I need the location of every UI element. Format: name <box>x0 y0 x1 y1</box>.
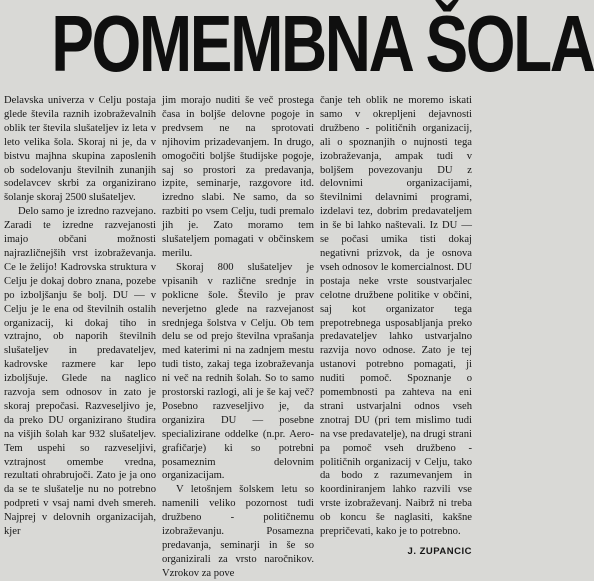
column-3 <box>320 94 472 557</box>
paragraph: Delavska univerza v Celju postaja glede števila raznih izobraževalnih oblik ter števila slušateljev iz leta v leto velika šola. Skoraj ni je, da v bistvu majhna skupina zaposlenih ob sodelovanju številnih zunanjih sodelavcev skrbi za organizirano šolanje skoraj 2500 slušateljev. <box>4 95 156 204</box>
headline: POMEMBNA ŠOLA <box>51 0 594 88</box>
paragraph: V letošnjem šolskem letu so namenili veliko pozornost tudi družbeno - političnemu izobraževanju. Posamezna predavanja, seminarji in še so organizirali za vrsto naročnikov. Vzrokov za pove <box>162 484 314 579</box>
author-signature: J. ZUPANCIC <box>407 546 472 557</box>
column-2 <box>162 94 314 579</box>
column-1 <box>4 94 156 538</box>
paragraph: Delo samo je izredno razvejano. Zaradi te izredne razvejanosti imajo občani možnosti najrazličnejših vrst izobraževanja. Ce le želijo! Kadrovska struktura v Celju je dokaj dobro znana, pozebe po izboljšanju še bolj. DU — v Celju je le ena od številnih ostalih organizacij, ki dokaj tiho in vztrajno, ob naporih številnih slušateljev in predavateljev, kadrovske razmere kar lepo izboljšuje. Glede na naglico razvoja sem odnosov in zato je skoraj prepočasi. Razveseljivo je, da preko DU organizirano študira na višjih šolah kar 932 slušateljev. Tem uspehi so razveseljivi, vztrajnost omembe vredna, rezultati ohrabrujoči. Zato je ja ono da se te slušatelje nu no potrebno podpreti v vsaj nami dveh smereh. Najprej v delovnih organizacijah, kjer <box>4 206 156 538</box>
paragraph: Skoraj 800 slušateljev je vpisanih v različne srednje in poklicne šole. Število je prav neverjetno glede na razvejanost srednjega šolstva v Celju. Ob tem delu se od prejo številna vprašanja med katerimi ni na zadnjem mestu tudi tisto, zakaj tega izobraževanja ni več na rednih šolah. So to samo prostorski razlogi, ali je še kaj več? Posebno razveseljivo je, da organizira DU — posebne specializirane oddelke (n.pr. Aero-grafičarje) ki so potrebni posameznim delovnim organizacijam. <box>162 261 314 482</box>
paragraph: jim morajo nuditi še več prostega časa in boljše delovne pogoje in predvsem ne na sprotovati njihovim prizadevanjem. In drugo, omogočiti boljše študijske pogoje, saj so prostori za predavanja, izpite, seminarje, razgovore itd. izredno slabi. Ne samo, da so razbiti po vsem Celju, tudi premalo jih je. Zato moramo tem slušateljem pomagati v občinskem merilu. <box>162 95 314 259</box>
article-body <box>4 94 476 579</box>
paragraph: čanje teh oblik ne moremo iskati samo v okrepljeni dejavnosti družbeno - političnih organizacij, ali o spoznanjih o nujnosti tega izobraževanja, ampak tudi v boljšem povezovanju DU z delovnimi organizacijami, številnimi delavnimi programi, izdelavi tez, dobrim predavateljem in še bi lahko naštevali. Iz DU — se počasi umika tisti dokaj negativni prizvok, da je osnova vseh odnosov le komercialnost. DU postaja neke vrste soustvarjalec celotne družbene politike v občini, saj kot organizator tega prepotrebnega usposabljanja preko predavateljev lahko ustvarjalno razvija novo odnose. Zato je tej ustanovi potrebno pomagati, ji nuditi pomoč. Spoznanje o pomembnosti pa zahteva na eni strani ustvarjalni odnos vseh znotraj DU (pri tem mislimo tudi na vse predavatelje), na drugi strani pa pomoč vseh družbeno - političnih organizacij v Celju, tako da bodo z razumevanjem in koordiniranjem lahko razvili vse vrste izobraževanj. Naibrž ni treba ob koncu še naglasiti, kakšne prepričevati, kako je to potrebno. <box>320 95 472 538</box>
